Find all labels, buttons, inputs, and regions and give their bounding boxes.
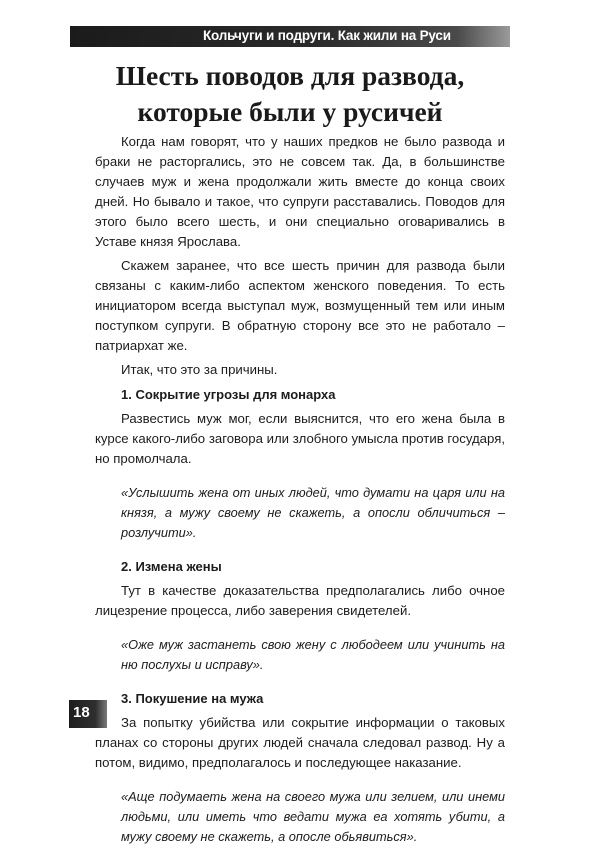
section-heading: 2. Измена жены: [121, 559, 222, 574]
section-quote: «Услышить жена от иных людей, что думати на царя или на князя, а мужу своему не скажеть, а опосли обличиться – розлучити».: [121, 485, 505, 540]
context-paragraph: Скажем заранее, что все шесть причин для развода были связаны с каким-либо аспектом женского поведения. То есть инициатором всегда выступал муж, возмущенный тем или иным поступком супруги. В обратную сторону все это не работало – патриархат же.: [95, 258, 505, 353]
section-heading: 3. Покушение на мужа: [121, 691, 264, 706]
page-title-line-2: которые были у русичей: [137, 96, 443, 127]
article-body: [95, 132, 505, 861]
section-quote: «Оже муж застанеть свою жену с любодеем или учинить на ню послухы и исправу».: [121, 637, 505, 672]
page-number: 18: [73, 704, 90, 721]
section-text: Тут в качестве доказательства предполагались либо очное лицезрение процесса, либо заверения свидетелей.: [95, 583, 505, 618]
section-text: Развестись муж мог, если выяснится, что его жена была в курсе какого-либо заговора или злобного умысла против государя, но промолчала.: [95, 411, 505, 466]
section-quote: «Аще подумаеть жена на своего мужа или зелием, или инеми людьми, или иметь что ведати мужа еа хотять убити, а мужу своему не скажеть, а опосле обьявиться».: [121, 789, 505, 844]
page-title: [70, 58, 510, 130]
page-title-line-1: Шесть поводов для развода,: [115, 60, 465, 91]
section-text: За попытку убийства или сокрытие информации о таковых планах со стороны других людей сначала следовал развод. Ну а потом, видимо, предполагалось и последующее наказание.: [95, 715, 505, 770]
transition-paragraph: Итак, что это за причины.: [121, 362, 278, 377]
section-heading: 1. Сокрытие угрозы для монарха: [121, 387, 336, 402]
intro-paragraph: Когда нам говорят, что у наших предков не было развода и браки не расторгались, это не совсем так. Да, в большинстве случаев муж и жена продолжали жить вместе до конца своих дней. Но бывало и такое, что супруги расставались. Поводов для этого было всего шесть, и они специально оговаривались в Уставе князя Ярослава.: [95, 134, 505, 249]
running-header-title: Кольчуги и подруги. Как жили на Руси: [203, 28, 451, 43]
